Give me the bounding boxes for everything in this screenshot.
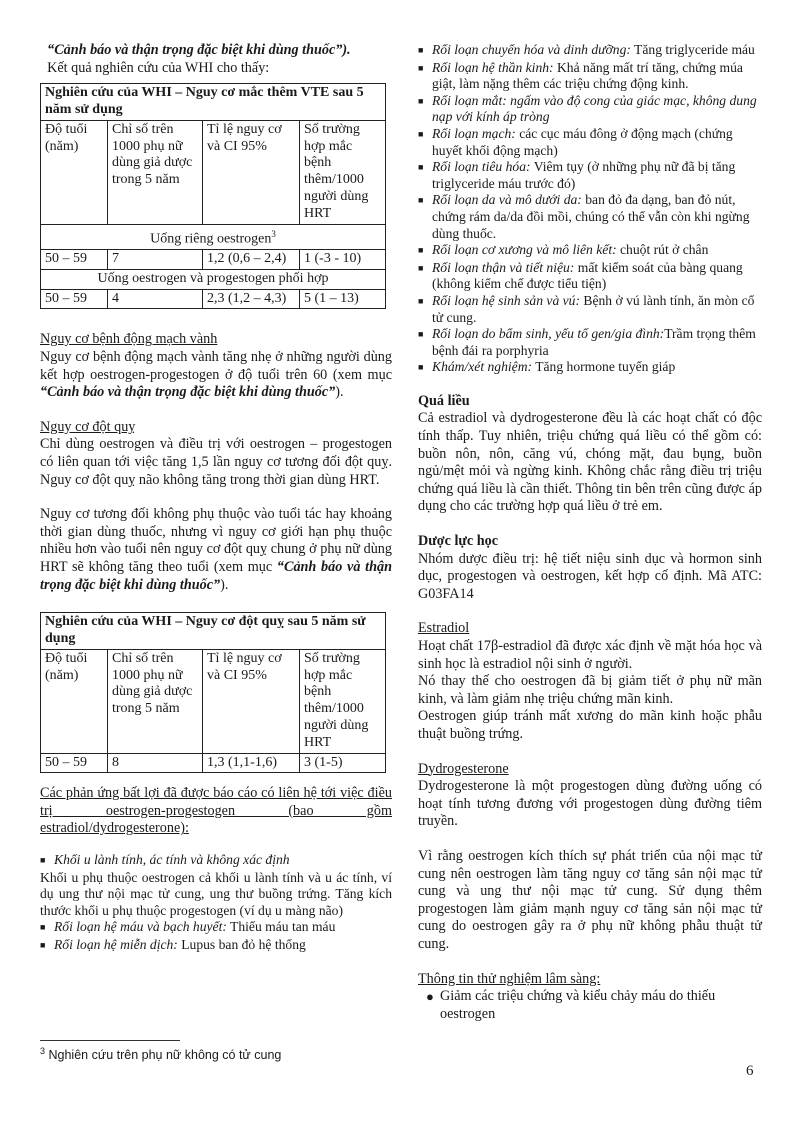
bullet-icon: ■: [418, 329, 424, 340]
list-item: ■ Khám/xét nghiệm: Tăng hormone tuyến giáp: [418, 359, 762, 377]
table-row: 50 – 59 4 2,3 (1,2 – 4,3) 5 (1 – 13): [41, 289, 386, 309]
page-number: 6: [746, 1063, 754, 1079]
overdose-text: Cả estradiol và dydrogesterone đều là các hoạt chất có độc tính thấp. Tuy nhiên, triệu chứng quá liều có thể gồm có: buồn nôn, nôn, căng vú, chóng mặt, đau bụng, buồn ngủ/mệt mỏi và ngừng kinh. Không chắc rằng điều trị triệu chứng quá liều là cần thiết. Thông tin bên trên cũng được áp dụng cho các trường hợp quá liều ở trẻ em.: [418, 410, 762, 515]
estradiol-paragraph-1: Hoạt chất 17β-estradiol đã được xác định về mặt hóa học và sinh học là estradiol nội sinh ở người.: [418, 638, 762, 672]
bullet-icon: ■: [40, 922, 46, 933]
estradiol-paragraph-2: Nó thay thế cho oestrogen đã bị giảm tiết ở phụ nữ mãn kinh, và làm giảm nhẹ triệu chứng mãn kinh.: [418, 673, 762, 707]
list-item: ■ Rối loạn hệ máu và bạch huyết: Thiếu máu tan máu: [40, 919, 392, 937]
left-column: [40, 42, 392, 955]
coronary-text: Nguy cơ bệnh động mạch vành tăng nhẹ ở những người dùng kết hợp oestrogen-progestogen ở độ tuổi trên 60 (xem mục “Cảnh báo và thận trọng đặc biệt khi dùng thuốc”).: [40, 349, 392, 401]
list-item: ■ Rối loạn tiêu hóa: Viêm tụy (ở những phụ nữ đã bị tăng triglyceride máu trước đó): [418, 159, 736, 191]
bullet-icon: ■: [418, 195, 424, 206]
adverse-heading: Các phản ứng bất lợi đã được báo cáo có liên hệ tới việc điều trị oestrogen-progestogen (bao gồm estradiol/dydrogesterone):: [40, 785, 392, 837]
vte-group-1: Uống riêng oestrogen$^3$: [41, 224, 386, 249]
dydrogesterone-paragraph-2: Vì rằng oestrogen kích thích sự phát triển của nội mạc tử cung nên oestrogen làm tăng nguy cơ tăng sản nội mạc tử cung và ung thư nội mạc tử cung. Sử dụng thêm progestogen làm giảm mạnh nguy cơ tăng sản nội mạc tử cung do oestrogen gây ra ở phụ nữ không phẫu thuật tử cung.: [418, 847, 762, 952]
bullet-icon: ■: [418, 262, 424, 273]
bullet-icon: ■: [418, 295, 424, 306]
stroke-table-title: Nghiên cứu của WHI – Nguy cơ đột quỵ sau 5 năm sử dụng: [41, 613, 386, 650]
footnote-divider: [40, 1040, 180, 1041]
bullet-icon: ■: [418, 95, 424, 106]
pharmacodynamics-text: Nhóm dược điều trị: hệ tiết niệu sinh dục và hormon sinh dục, progestogen và oestrogen, kết hợp cố định. Mã ATC: G03FA14: [418, 550, 762, 602]
vte-table-title: Nghiên cứu của WHI – Nguy cơ mắc thêm VTE sau 5 năm sử dụng: [41, 84, 386, 121]
bullet-icon: ■: [418, 162, 424, 173]
adverse-list: [418, 42, 762, 377]
list-item: ■ Rối loạn mắt: ngấm vào độ cong của giác mạc, không dung nạp với kính áp tròng: [418, 92, 757, 125]
bullet-icon: ■: [418, 362, 424, 373]
bullet-icon: ■: [40, 940, 46, 951]
list-item: ■ Rối loạn hệ sinh sản và vú: Bệnh ở vú lành tính, ăn mòn cổ tử cung.: [418, 292, 755, 325]
list-item: ■ Rối loạn hệ miễn dịch: Lupus ban đỏ hệ thống: [40, 937, 392, 955]
bullet-icon: ■: [418, 45, 424, 55]
dydrogesterone-heading: Dydrogesterone: [418, 760, 509, 777]
vte-group-2: Uống oestrogen và progestogen phối hợp: [41, 269, 386, 289]
bullet-icon: ■: [418, 62, 424, 73]
tumor-text: Khối u phụ thuộc oestrogen cả khối u lành tính và u ác tính, ví dụ ung thư nội mạc tử cung, ung thư buồng trứng. Tăng kích thước khối u phụ thuộc progestogen (ví dụ u màng não): [40, 869, 392, 918]
list-item: ● Giảm các triệu chứng và kiểu chảy máu do thiếu oestrogen: [426, 988, 716, 1022]
intro-quote: “Cảnh báo và thận trọng đặc biệt khi dùng thuốc”).: [47, 42, 351, 58]
footnote: $^3$ Nghiên cứu trên phụ nữ không có tử cung: [40, 1046, 282, 1063]
bullet-icon: ■: [418, 245, 424, 256]
overdose-heading: Quá liều: [418, 392, 470, 409]
list-item: ■ Rối loạn do bẩm sinh, yếu tố gen/gia đình:Trầm trọng thêm bệnh đái ra porphyria: [418, 326, 756, 358]
clinical-heading: Thông tin thử nghiệm lâm sàng:: [418, 970, 601, 987]
right-column: [418, 42, 762, 1023]
stroke-table-header: Độ tuổi (năm) Chỉ số trên 1000 phụ nữ dùng giả dược trong 5 năm Tỉ lệ nguy cơ và CI 95% Số trường hợp mắc bệnh thêm/1000 người dùng HRT: [41, 649, 386, 753]
table-row: 50 – 59 7 1,2 (0,6 – 2,4) 1 (-3 - 10): [41, 250, 386, 270]
estradiol-paragraph-3: Oestrogen giúp tránh mất xương do mãn kinh hoặc phẫu thuật buồng trứng.: [418, 708, 762, 742]
stroke-paragraph-1: Chỉ dùng oestrogen và điều trị với oestrogen – progestogen có liên quan tới việc tăng 1,5 lần nguy cơ tương đối đột quỵ. Nguy cơ đột quỵ não không tăng trong thời gian dùng HRT.: [40, 436, 392, 488]
list-item: ■ Rối loạn hệ thần kinh: Khả năng mất trí tăng, chứng múa giật, làm nặng thêm các triệu chứng động kinh.: [418, 59, 743, 92]
list-item: ■ Khối u lành tính, ác tính và không xác định: [40, 852, 392, 870]
bullet-icon: ■: [418, 128, 424, 139]
list-item: ■ Rối loạn da và mô dưới da: ban đỏ đa dạng, ban đỏ nút, chứng rám da/da đồi mồi, chúng có thể vẫn còn khi ngừng dùng thuốc.: [418, 192, 750, 241]
list-item: ■ Rối loạn mạch: các cục máu đông ở động mạch (chứng huyết khối động mạch): [418, 125, 733, 158]
list-item: ■ Rối loạn chuyển hóa và dinh dưỡng: Tăng triglyceride máu: [418, 42, 762, 60]
table-row: 50 – 59 8 1,3 (1,1-1,6) 3 (1-5): [41, 753, 386, 773]
intro-results: Kết quả nghiên cứu của WHI cho thấy:: [47, 59, 270, 76]
pharmacodynamics-heading: Dược lực học: [418, 533, 499, 550]
stroke-table: [40, 612, 386, 773]
list-item: ■ Rối loạn cơ xương và mô liên kết: chuột rút ở chân: [418, 242, 762, 260]
bullet-icon: ●: [426, 989, 434, 1005]
dydrogesterone-paragraph-1: Dydrogesterone là một progestogen dùng đường uống có hoạt tính tương đương với progestogen dùng đường tiêm truyền.: [418, 778, 762, 830]
vte-table: [40, 83, 386, 309]
coronary-heading: Nguy cơ bệnh động mạch vành: [40, 331, 218, 348]
stroke-heading: Nguy cơ đột quỵ: [40, 418, 136, 435]
stroke-paragraph-2: Nguy cơ tương đối không phụ thuộc vào tuổi tác hay khoảng thời gian dùng thuốc, nhưng vì nguy cơ giới hạn phụ thuộc nhiều hơn vào tuổi nên nguy cơ đột quỵ chung ở phụ nữ dùng HRT sẽ không tăng theo tuổi (xem mục “Cảnh báo và thận trọng đặc biệt khi dùng thuốc”).: [40, 506, 392, 593]
list-item: ■ Rối loạn thận và tiết niệu: mất kiểm soát của bàng quang (không kiểm chế được tiểu tiện): [418, 259, 743, 292]
estradiol-heading: Estradiol: [418, 620, 470, 637]
vte-table-header: Độ tuổi (năm) Chỉ số trên 1000 phụ nữ dùng giả dược trong 5 năm Tỉ lệ nguy cơ và CI 95% Số trường hợp mắc bệnh thêm/1000 người dùng HRT: [41, 120, 386, 224]
bullet-icon: ■: [40, 855, 46, 866]
